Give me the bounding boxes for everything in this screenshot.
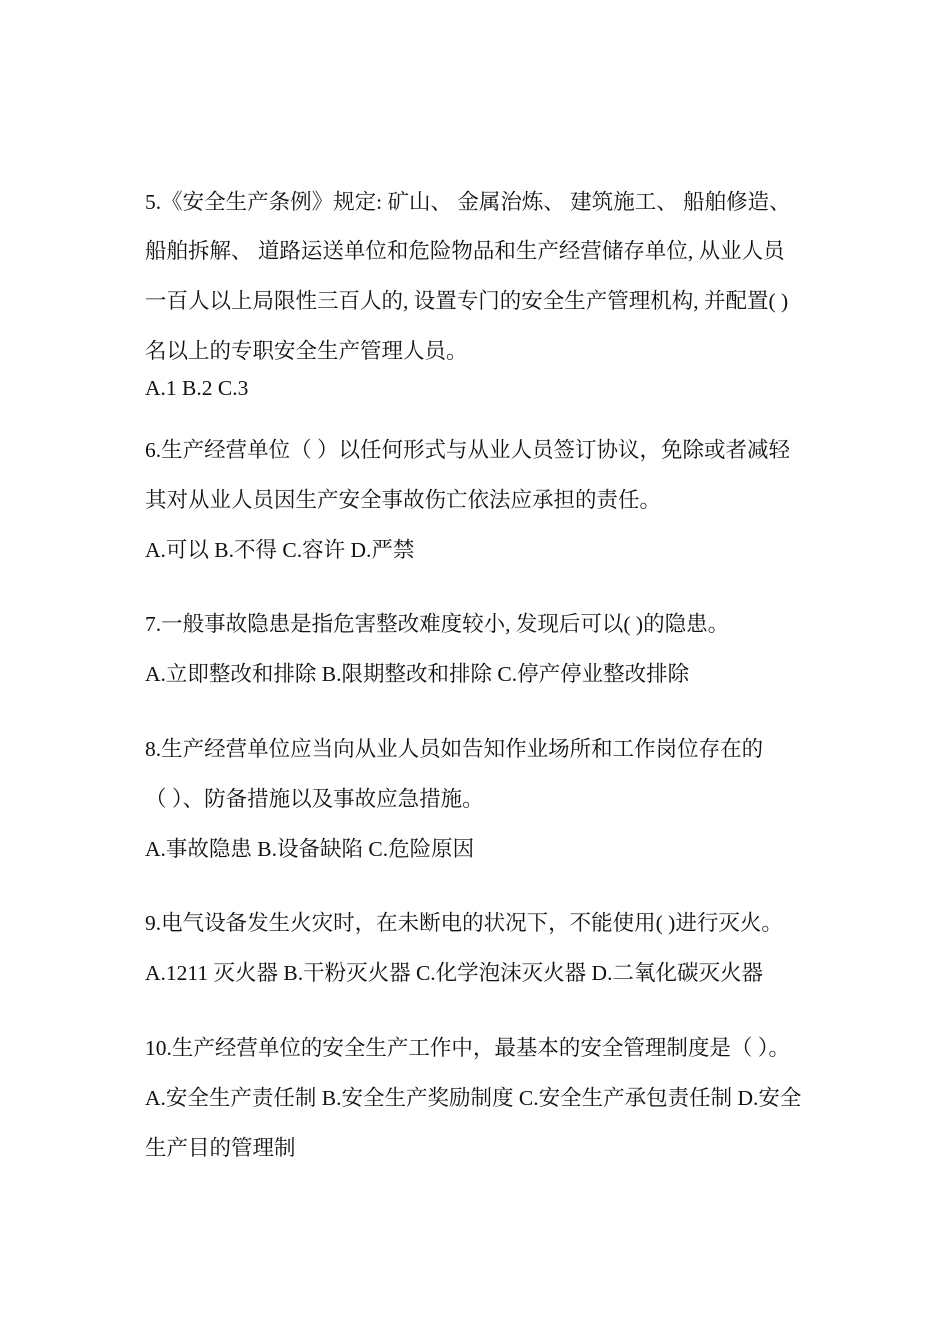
question-7-options: A.立即整改和排除 B.限期整改和排除 C.停产停业整改排除 <box>145 662 690 686</box>
question-8-stem-line-1: 8.生产经营单位应当向从业人员如告知作业场所和工作岗位存在的 <box>145 737 764 761</box>
question-9-options: A.1211 灭火器 B.干粉灭火器 C.化学泡沫灭火器 D.二氧化碳灭火器 <box>145 961 763 985</box>
question-7-stem-line-1: 7.一般事故隐患是指危害整改难度较小, 发现后可以( )的隐患。 <box>145 612 730 636</box>
question-10-stem-line-1: 10.生产经营单位的安全生产工作中，最基本的安全管理制度是（ ）。 <box>145 1036 791 1060</box>
question-5-stem-line-2: 船舶拆解、 道路运送单位和危险物品和生产经营储存单位, 从业人员 <box>145 239 785 263</box>
question-5-stem-line-4: 名以上的专职安全生产管理人员。 <box>145 339 468 363</box>
question-10-options-line-1: A.安全生产责任制 B.安全生产奖励制度 C.安全生产承包责任制 D.安全 <box>145 1086 802 1110</box>
question-6-stem-line-2: 其对从业人员因生产安全事故伤亡依法应承担的责任。 <box>145 488 662 512</box>
question-6-options: A.可以 B.不得 C.容许 D.严禁 <box>145 538 415 562</box>
question-8-options: A.事故隐患 B.设备缺陷 C.危险原因 <box>145 837 475 861</box>
question-5-options: A.1 B.2 C.3 <box>145 376 249 400</box>
question-8-stem-line-2: （ ）、防备措施以及事故应急措施。 <box>145 787 484 811</box>
question-10-options-line-2: 生产目的管理制 <box>145 1136 296 1160</box>
question-9-stem-line-1: 9.电气设备发生火灾时，在未断电的状况下，不能使用( )进行灭火。 <box>145 911 783 935</box>
question-5-stem-line-1: 5.《安全生产条例》规定: 矿山、 金属治炼、 建筑施工、 船舶修造、 <box>145 190 791 214</box>
question-5-stem-line-3: 一百人以上局限性三百人的, 设置专门的安全生产管理机构, 并配置( ) <box>145 289 789 313</box>
question-6-stem-line-1: 6.生产经营单位（ ）以任何形式与从业人员签订协议，免除或者减轻 <box>145 438 791 462</box>
